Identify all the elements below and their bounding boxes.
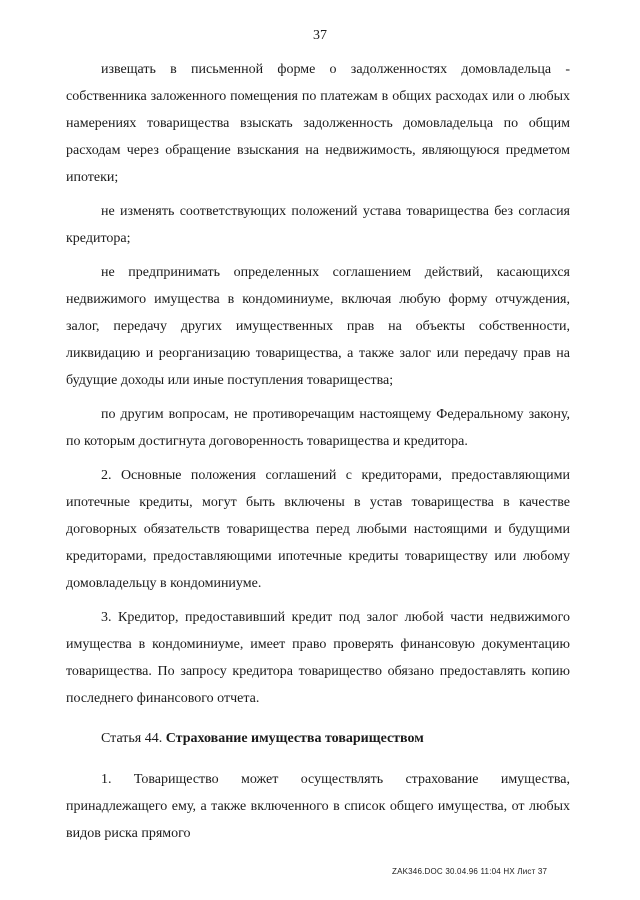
article-heading: [101, 731, 424, 747]
paragraph: 3. Кредитор, предоставивший кредит под залог любой части недвижимого имущества в кондоминиуме, имеет право проверять финансовую документацию товарищества. По запросу кредитора товарищество обязано предоставлять копию последнего финансового отчета.: [66, 610, 570, 706]
article-label: Статья 44.: [101, 731, 163, 746]
paragraph: 1. Товарищество может осуществлять страхование имущества, принадлежащего ему, а также включенного в список общего имущества, от любых видов риска прямого: [66, 772, 570, 841]
paragraph: извещать в письменной форме о задолженностях домовладельца - собственника заложенного помещения по платежам в общих расходах или о любых намерениях товарищества взыскать задолженность домовладельца по общим расходам через обращение взыскания на недвижимость, являющуюся предметом ипотеки;: [66, 62, 570, 185]
file-footer: ZAK346.DOC 30.04.96 11:04 НХ Лист 37: [392, 867, 548, 876]
article-title: Страхование имущества товариществом: [165, 731, 424, 746]
paragraph: не изменять соответствующих положений устава товарищества без согласия кредитора;: [66, 204, 570, 246]
article-body: [66, 766, 570, 847]
page-number: 37: [313, 28, 327, 43]
body-text: [66, 56, 570, 712]
paragraph: не предпринимать определенных соглашением действий, касающихся недвижимого имущества в кондоминиуме, включая любую форму отчуждения, залог, передачу других имущественных прав на объекты собственности, ликвидацию и реорганизацию товарищества, а также залог или передачу прав на будущие доходы или иные поступления товарищества;: [66, 265, 570, 388]
paragraph: 2. Основные положения соглашений с кредиторами, предоставляющими ипотечные кредиты, могут быть включены в устав товарищества в качестве договорных обязательств товарищества перед любыми настоящими и будущими кредиторами, предоставляющими ипотечные кредиты товариществу или любому домовладельцу в кондоминиуме.: [66, 468, 570, 591]
paragraph: по другим вопросам, не противоречащим настоящему Федеральному закону, по которым достигнута договоренность товарищества и кредитора.: [66, 407, 570, 449]
